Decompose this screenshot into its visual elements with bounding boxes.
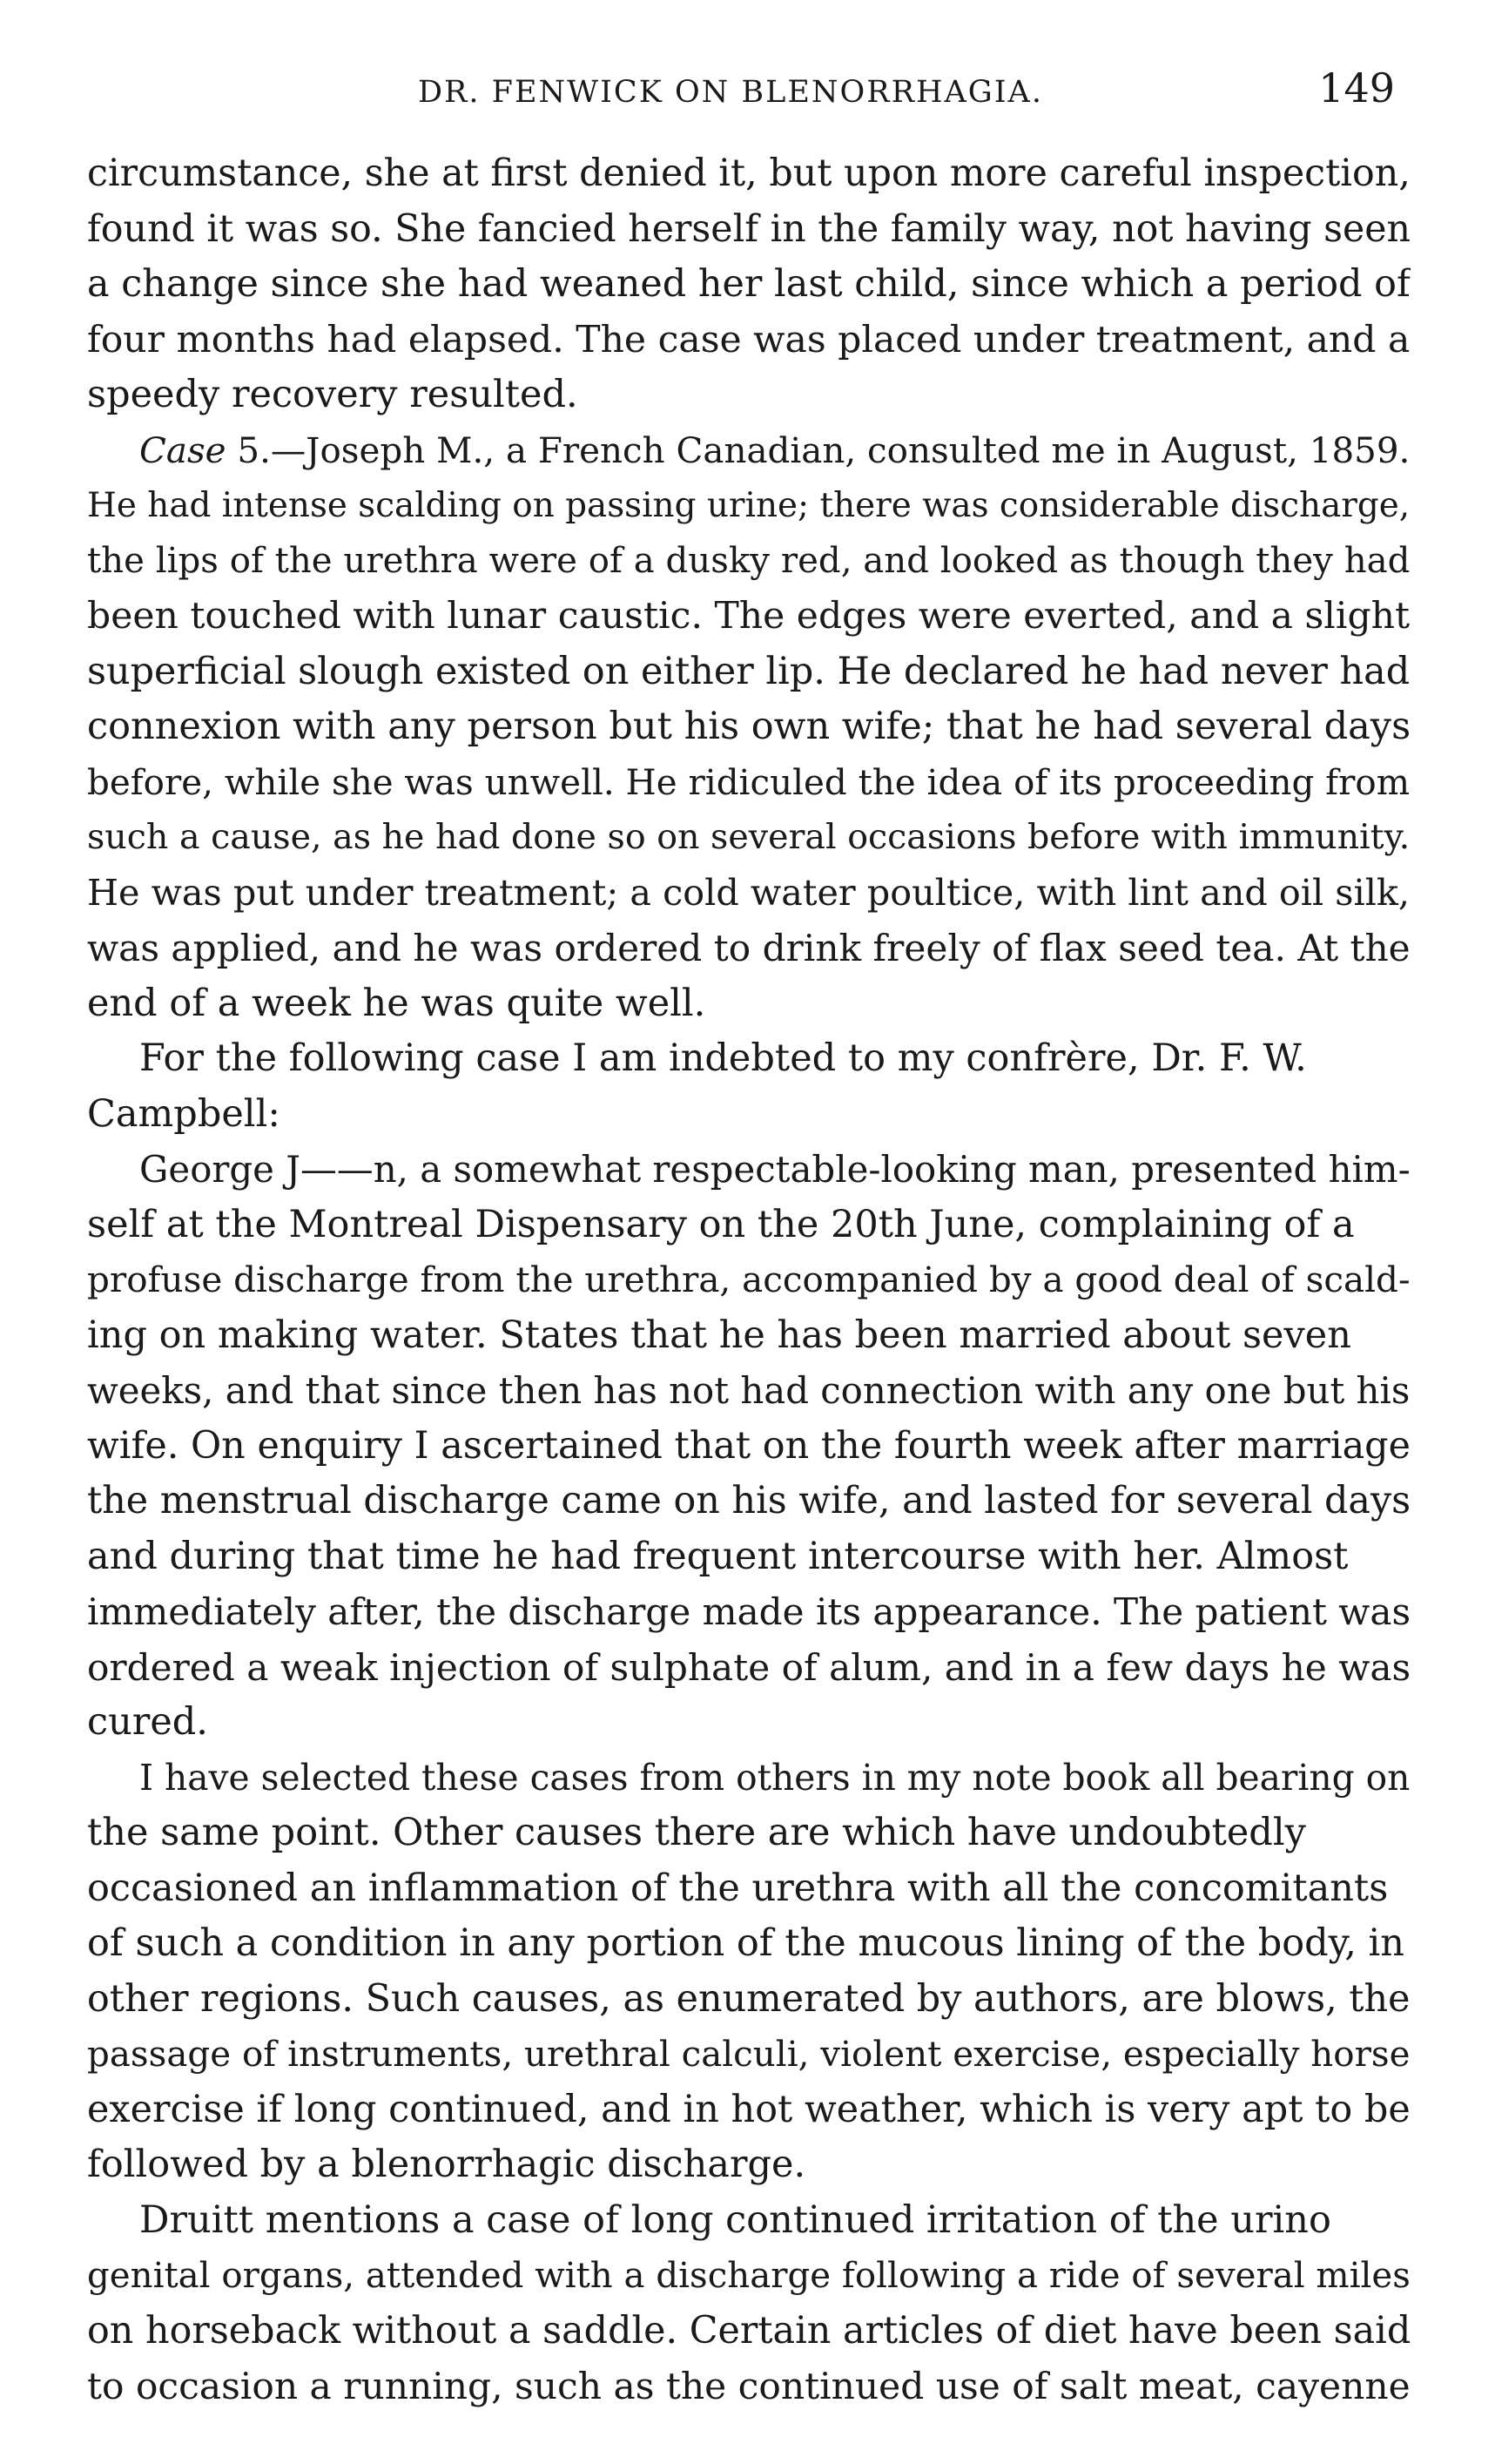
line-text: occasioned an inflammation of the urethra with all the concomitants <box>87 1866 1389 1910</box>
text-line <box>87 921 1411 976</box>
line-text: such a cause, as he had done so on several occasions before with immunity. <box>87 817 1411 857</box>
line-text: followed by a blenorrhagic discharge. <box>87 2143 806 2186</box>
paragraph <box>87 1751 1411 2193</box>
paragraph <box>87 423 1411 1032</box>
line-text: connexion with any person but his own wife; that he had several days <box>87 705 1411 748</box>
line-text: Druitt mentions a case of long continued irritation of the urino <box>139 2197 1331 2242</box>
line-text: the lips of the urethra were of a dusky red, and looked as though they had <box>87 540 1411 581</box>
line-text: a change since she had weaned her last child, since which a period of <box>87 262 1411 306</box>
text-line <box>87 1861 1411 1917</box>
text-line <box>87 1751 1411 1806</box>
text-line <box>87 2304 1411 2359</box>
text-line <box>87 755 1411 811</box>
case-label: Case <box>139 429 226 471</box>
line-text: self at the Montreal Dispensary on the 20th June, complaining of a <box>87 1202 1355 1246</box>
text-line <box>87 1474 1411 1529</box>
line-text: before, while she was unwell. He ridiculed the idea of its proceeding from <box>87 761 1410 803</box>
text-line <box>87 1640 1411 1696</box>
line-text: circumstance, she at first denied it, but upon more careful inspection, <box>87 152 1411 195</box>
line-text: been touched with lunar caustic. The edges were everted, and a slight <box>87 595 1411 638</box>
line-text: speedy recovery resulted. <box>87 373 578 416</box>
text-line <box>87 1252 1411 1308</box>
paragraph <box>87 1031 1411 1142</box>
text-line <box>87 1529 1411 1585</box>
line-text: was applied, and he was ordered to drink freely of flax seed tea. At the <box>87 927 1411 969</box>
line-text: He was put under treatment; a cold water poultice, with lint and oil silk, <box>87 871 1411 914</box>
line-text: weeks, and that since then has not had connection with any one but his <box>87 1369 1411 1412</box>
paragraph <box>87 1142 1411 1751</box>
text-line <box>87 810 1411 866</box>
running-title: DR. FENWICK ON BLENORRHAGIA. <box>418 75 1043 110</box>
text-line <box>87 699 1411 755</box>
paragraph <box>87 146 1411 423</box>
text-line <box>87 1087 1411 1143</box>
line-text: to occasion a running, such as the continued use of salt meat, cayenne <box>87 2365 1411 2407</box>
page-number: 149 <box>1318 64 1395 111</box>
text-line <box>87 645 1411 700</box>
text-line <box>87 1142 1411 1198</box>
line-text: I have selected these cases from others in my note book all bearing on <box>139 1756 1411 1799</box>
paragraph <box>87 2193 1411 2414</box>
text-line <box>87 478 1411 534</box>
text-line <box>87 423 1411 479</box>
line-text: For the following case I am indebted to my confrère, Dr. F. W. <box>139 1036 1307 1080</box>
line-text: ordered a weak injection of sulphate of alum, and in a few days he was <box>87 1645 1411 1689</box>
line-text: of such a condition in any portion of the mucous lining of the body, in <box>87 1921 1404 1965</box>
line-text: found it was so. She fancied herself in the family way, not having seen <box>87 206 1411 251</box>
line-text: profuse discharge from the urethra, accompanied by a good deal of scald- <box>87 1259 1411 1300</box>
line-text: exercise if long continued, and in hot weather, which is very apt to be <box>87 2087 1411 2131</box>
text-line <box>87 2137 1411 2193</box>
running-head <box>96 63 1419 115</box>
line-text: immediately after, the discharge made its appearance. The patient was <box>87 1590 1411 1633</box>
text-line <box>87 313 1411 368</box>
text-line <box>87 1972 1411 2028</box>
text-line <box>87 1584 1411 1640</box>
text-line <box>87 368 1411 423</box>
text-line <box>87 2248 1411 2304</box>
text-line <box>87 2083 1411 2138</box>
line-text: the same point. Other causes there are which have undoubtedly <box>87 1811 1306 1854</box>
line-text: genital organs, attended with a discharge following a ride of several miles <box>87 2255 1411 2296</box>
text-line <box>87 534 1411 590</box>
text-line <box>87 1419 1411 1475</box>
text-line <box>87 1806 1411 1861</box>
line-text: and during that time he had frequent intercourse with her. Almost <box>87 1534 1349 1578</box>
line-text: passage of instruments, urethral calculi, violent exercise, especially horse <box>87 2034 1411 2075</box>
line-text: Campbell: <box>87 1091 280 1136</box>
line-text: cured. <box>87 1700 208 1744</box>
line-text: superficial slough existed on either lip. He declared he had never had <box>87 649 1411 693</box>
line-text: the menstrual discharge came on his wife, and lasted for several days <box>87 1479 1411 1522</box>
text-line <box>87 1695 1411 1751</box>
text-line <box>87 202 1411 258</box>
body-text <box>87 146 1411 2414</box>
text-line <box>87 2359 1411 2414</box>
line-text: four months had elapsed. The case was placed under treatment, and a <box>87 318 1411 361</box>
text-line <box>87 1031 1411 1087</box>
text-line <box>87 1308 1411 1364</box>
text-line <box>87 976 1411 1032</box>
text-line <box>87 146 1411 202</box>
text-line <box>87 866 1411 921</box>
line-text: on horseback without a saddle. Certain articles of diet have been said <box>87 2308 1411 2353</box>
text-line <box>87 2027 1411 2083</box>
text-line <box>87 1363 1411 1419</box>
text-line <box>87 257 1411 313</box>
line-text: ing on making water. States that he has been married about seven <box>87 1313 1351 1357</box>
line-text: George J——n, a somewhat respectable-looking man, presented him- <box>139 1148 1411 1191</box>
line-text: 5.—Joseph M., a French Canadian, consulted me in August, 1859. <box>226 429 1411 471</box>
line-text: He had intense scalding on passing urine; there was considerable discharge, <box>87 486 1411 525</box>
line-text: wife. On enquiry I ascertained that on the fourth week after marriage <box>87 1423 1411 1468</box>
text-line <box>87 589 1411 645</box>
line-text: other regions. Such causes, as enumerated by authors, are blows, the <box>87 1976 1411 2021</box>
text-line <box>87 1198 1411 1253</box>
line-text: end of a week he was quite well. <box>87 981 706 1025</box>
text-line <box>87 2193 1411 2249</box>
text-line <box>87 1916 1411 1972</box>
